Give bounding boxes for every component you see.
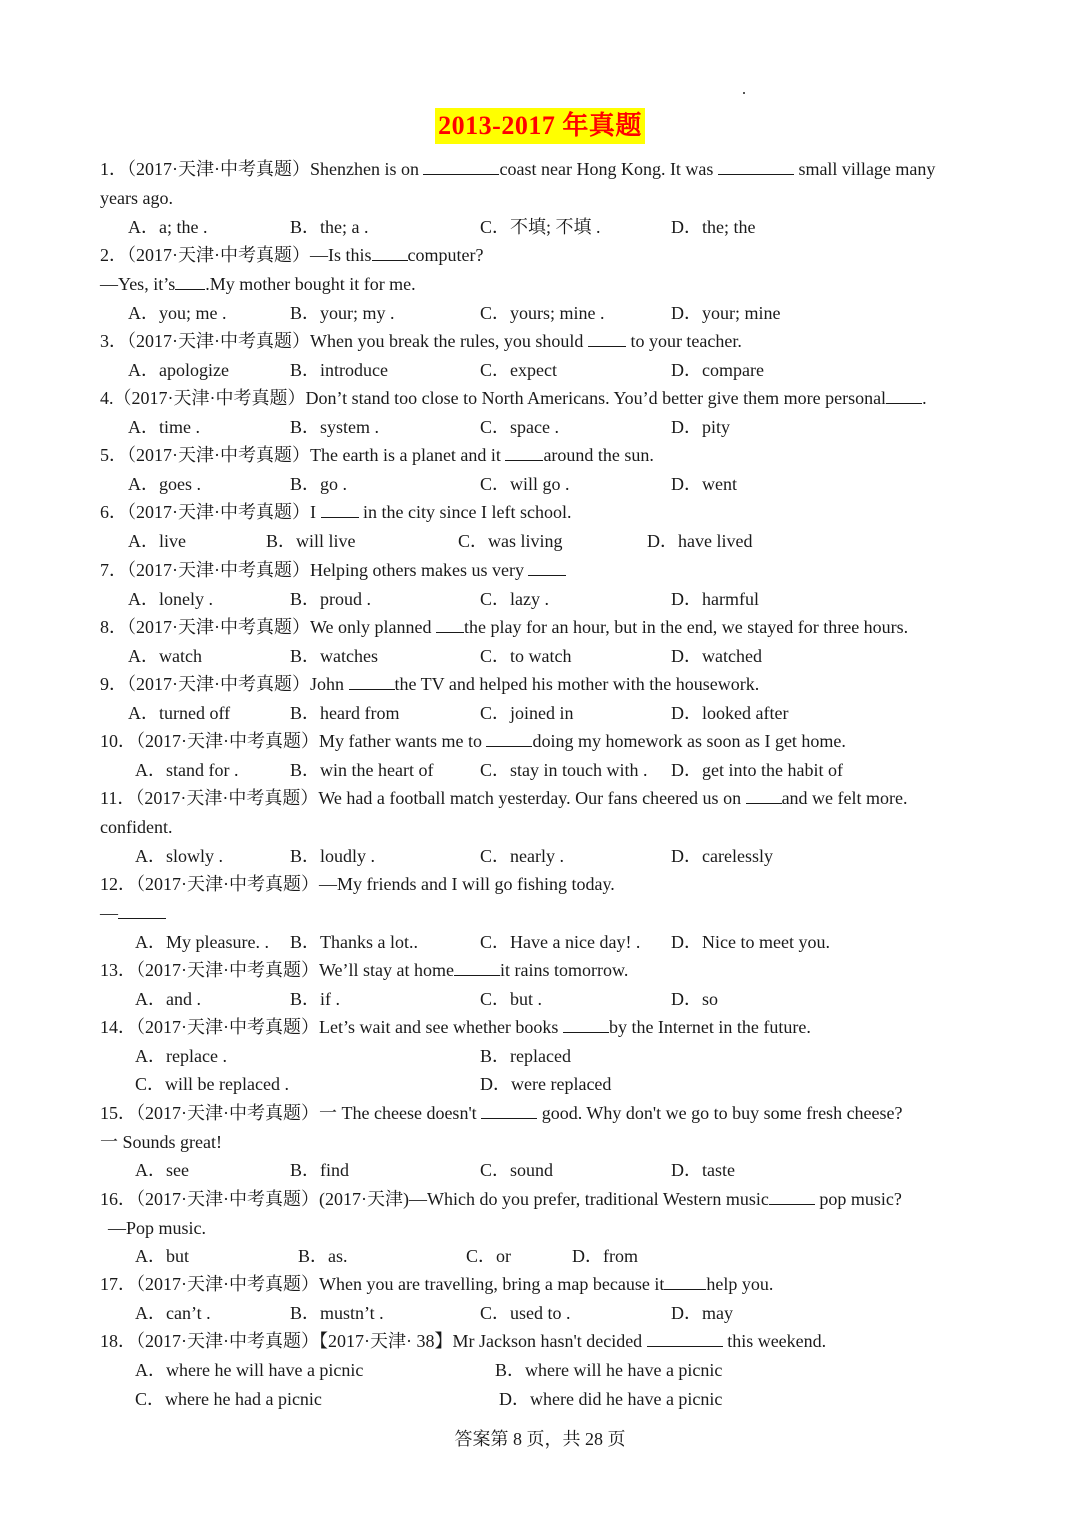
question-text: . <box>922 388 927 408</box>
question-source: （2017·天津·中考真题） <box>136 960 319 980</box>
option-b: B．if . <box>290 989 341 1009</box>
option-c: C．joined in <box>480 703 574 723</box>
question-number: 3． <box>100 331 127 351</box>
question-7 <box>100 559 566 581</box>
question-text: Shenzhen is on <box>310 159 424 179</box>
option-b: B．go . <box>290 474 348 494</box>
question-text: Don’t stand too close to North Americans. You’d better give them more personal <box>305 388 887 408</box>
option-c: C．不填; 不填 . <box>480 217 601 237</box>
question-number: 18． <box>100 1331 136 1351</box>
question-8 <box>100 616 908 638</box>
question-text: small village many <box>793 159 936 179</box>
question-number: 7． <box>100 560 127 580</box>
option-b: B．mustn’t . <box>290 1303 384 1323</box>
answer-blank <box>118 902 166 919</box>
question-source: （2017·天津·中考真题） <box>127 445 310 465</box>
question-text: good. Why don't we go to buy some fresh cheese? <box>537 1103 903 1123</box>
option-d: D．went <box>671 474 737 494</box>
question-1-continued: years ago. <box>100 188 173 208</box>
option-d: D．the; the <box>671 217 756 237</box>
question-text: 一 The cheese doesn't <box>319 1103 482 1123</box>
answer-blank <box>481 1102 537 1119</box>
question-source: （2017·天津·中考真题） <box>136 874 319 894</box>
question-text: —Is this <box>310 245 372 265</box>
option-b: B．win the heart of <box>290 760 434 780</box>
option-c: C．space . <box>480 417 559 437</box>
question-text: Helping others makes us very <box>310 560 529 580</box>
answer-blank <box>505 444 543 461</box>
option-b: B．watches <box>290 646 378 666</box>
question-text: it rains tomorrow. <box>500 960 629 980</box>
question-10 <box>100 730 846 752</box>
option-c: C．but . <box>480 989 543 1009</box>
option-d: D．looked after <box>671 703 789 723</box>
question-3 <box>100 330 742 352</box>
question-number: 13． <box>100 960 136 980</box>
answer-blank <box>423 158 499 175</box>
question-number: 14． <box>100 1017 136 1037</box>
question-text: pop music? <box>814 1189 902 1209</box>
option-c: C．stay in touch with . <box>480 760 648 780</box>
question-number: 8． <box>100 617 127 637</box>
page-footer: 答案第 8 页，共 28 页 <box>454 1429 626 1449</box>
question-text: by the Internet in the future. <box>608 1017 811 1037</box>
question-number: 17． <box>100 1274 136 1294</box>
answer-blank <box>436 616 464 633</box>
option-b: B．introduce <box>290 360 388 380</box>
option-d: D．may <box>671 1303 733 1323</box>
option-c: C．Have a nice day! . <box>480 932 641 952</box>
question-text: I <box>310 502 321 522</box>
answer-blank <box>664 1273 706 1290</box>
option-d: D．pity <box>671 417 731 437</box>
option-d: D．from <box>572 1246 638 1266</box>
question-source: （2017·天津·中考真题） <box>136 1331 319 1351</box>
question-12-answer-line: — <box>100 902 166 924</box>
question-number: 12． <box>100 874 136 894</box>
page-title: 2013-2017 年真题 <box>435 108 645 144</box>
option-a: A．My pleasure. . <box>135 932 269 952</box>
question-text: When you are travelling, bring a map because it <box>319 1274 665 1294</box>
option-d: D．get into the habit of <box>671 760 843 780</box>
question-text: in the city since I left school. <box>358 502 572 522</box>
question-5 <box>100 444 654 466</box>
question-source: （2017·天津·中考真题） <box>136 1103 319 1123</box>
option-a: A．time . <box>128 417 200 437</box>
option-a: A．stand for . <box>135 760 239 780</box>
question-13 <box>100 959 628 981</box>
answer-blank <box>588 330 626 347</box>
option-c: C．was living <box>458 531 563 551</box>
question-number: 15． <box>100 1103 136 1123</box>
option-b: B．replaced <box>480 1046 571 1066</box>
question-text: (2017·天津)—Which do you prefer, traditional Western music <box>319 1189 769 1209</box>
answer-blank <box>746 787 782 804</box>
option-b: B．will live <box>266 531 356 551</box>
option-c: C．expect <box>480 360 557 380</box>
option-a: A．live <box>128 531 186 551</box>
option-b: B．your; my . <box>290 303 395 323</box>
question-15 <box>100 1102 903 1124</box>
option-c: C．nearly . <box>480 846 564 866</box>
question-text: My father wants me to <box>319 731 487 751</box>
option-a: A．lonely . <box>128 589 213 609</box>
option-d: D．were replaced <box>480 1074 612 1094</box>
question-text: —My friends and I will go fishing today. <box>319 874 615 894</box>
question-11-continued: confident. <box>100 817 173 837</box>
question-source: （2017·天津·中考真题） <box>136 1274 319 1294</box>
question-source: （2017·天津·中考真题） <box>136 1017 319 1037</box>
question-11 <box>100 787 908 809</box>
option-a: A．goes . <box>128 474 201 494</box>
option-d: D．your; mine <box>671 303 781 323</box>
question-text: help you. <box>706 1274 774 1294</box>
question-2 <box>100 244 483 266</box>
question-14 <box>100 1016 811 1038</box>
option-a: A．replace . <box>135 1046 227 1066</box>
question-text: the play for an hour, but in the end, we stayed for three hours. <box>464 617 909 637</box>
option-b: B．find <box>290 1160 350 1180</box>
question-number: 9． <box>100 674 127 694</box>
option-a: A．you; me . <box>128 303 227 323</box>
question-source: （2017·天津·中考真题） <box>127 331 310 351</box>
question-text: 【2017·天津· 38】Mr Jackson hasn't decided <box>319 1331 647 1351</box>
option-d: D．have lived <box>647 531 753 551</box>
question-source: （2017·天津·中考真题） <box>127 159 310 179</box>
answer-blank <box>718 158 794 175</box>
option-a: A．where he will have a picnic <box>135 1360 364 1380</box>
answer-blank <box>372 244 408 261</box>
question-text: and we felt more. <box>781 788 908 808</box>
answer-blank <box>647 1330 723 1347</box>
option-a: A．but <box>135 1246 189 1266</box>
option-b: B．proud . <box>290 589 371 609</box>
question-number: 16． <box>100 1189 136 1209</box>
scan-speck <box>743 92 745 94</box>
question-text: computer? <box>407 245 484 265</box>
option-d: D．watched <box>671 646 762 666</box>
question-number: 6． <box>100 502 127 522</box>
question-text: around the sun. <box>543 445 654 465</box>
question-17 <box>100 1273 773 1295</box>
question-text: The earth is a planet and it <box>310 445 506 465</box>
question-2-answer-line: —Yes, it’s .My mother bought it for me. <box>100 274 416 294</box>
title-area <box>0 108 1080 144</box>
question-number: 11． <box>100 788 136 808</box>
option-d: D．harmful <box>671 589 759 609</box>
question-text: to your teacher. <box>625 331 742 351</box>
option-c: C．used to . <box>480 1303 571 1323</box>
question-number: 5． <box>100 445 127 465</box>
question-source: （2017·天津·中考真题） <box>113 388 306 408</box>
option-a: A．a; the . <box>128 217 208 237</box>
option-b: B．heard from <box>290 703 400 723</box>
option-d: D．compare <box>671 360 764 380</box>
question-source: （2017·天津·中考真题） <box>127 617 310 637</box>
option-c: C．sound <box>480 1160 554 1180</box>
answer-blank <box>563 1016 609 1033</box>
option-b: B．as. <box>298 1246 348 1266</box>
option-d: D．taste <box>671 1160 735 1180</box>
answer-blank <box>769 1188 815 1205</box>
question-16-answer-line: —Pop music. <box>108 1218 207 1238</box>
question-15-answer-line: 一 Sounds great! <box>100 1132 222 1152</box>
option-d: D．so <box>671 989 719 1009</box>
question-number: 10． <box>100 731 136 751</box>
answer-blank <box>175 273 205 290</box>
question-9 <box>100 673 759 695</box>
question-text: We’ll stay at home <box>319 960 455 980</box>
question-number: 2． <box>100 245 127 265</box>
option-a: A．slowly . <box>135 846 224 866</box>
question-1 <box>100 158 935 180</box>
option-a: A．turned off <box>128 703 231 723</box>
question-text: We only planned <box>310 617 437 637</box>
option-c: C．yours; mine . <box>480 303 605 323</box>
option-a: A．see <box>135 1160 189 1180</box>
option-d: D．where did he have a picnic <box>499 1389 723 1409</box>
option-b: B．the; a . <box>290 217 369 237</box>
question-4 <box>100 387 927 409</box>
question-12 <box>100 873 615 895</box>
question-source: （2017·天津·中考真题） <box>127 560 310 580</box>
option-b: B．where will he have a picnic <box>495 1360 723 1380</box>
question-number: 4. <box>100 388 114 408</box>
question-source: （2017·天津·中考真题） <box>135 788 319 808</box>
option-c: C．or <box>466 1246 511 1266</box>
option-a: A．can’t . <box>135 1303 211 1323</box>
question-number: 1． <box>100 159 127 179</box>
option-b: B．Thanks a lot.. <box>290 932 418 952</box>
question-16 <box>100 1188 902 1210</box>
question-text: coast near Hong Kong. It was <box>499 159 718 179</box>
option-d: D．Nice to meet you. <box>671 932 830 952</box>
option-d: D．carelessly <box>671 846 773 866</box>
answer-blank <box>349 673 395 690</box>
question-text: John <box>310 674 349 694</box>
option-c: C．will be replaced . <box>135 1074 289 1094</box>
option-c: C．lazy . <box>480 589 549 609</box>
answer-blank <box>886 387 922 404</box>
question-source: （2017·天津·中考真题） <box>136 1189 319 1209</box>
question-text: this weekend. <box>722 1331 827 1351</box>
option-a: A．apologize <box>128 360 229 380</box>
question-6 <box>100 501 571 523</box>
question-text: Let’s wait and see whether books <box>319 1017 563 1037</box>
option-c: C．will go . <box>480 474 570 494</box>
question-text: When you break the rules, you should <box>310 331 588 351</box>
answer-blank <box>528 559 566 576</box>
option-c: C．where he had a picnic <box>135 1389 322 1409</box>
question-source: （2017·天津·中考真题） <box>127 245 310 265</box>
answer-blank <box>486 730 532 747</box>
option-a: A．watch <box>128 646 202 666</box>
answer-blank <box>454 959 500 976</box>
option-b: B．loudly . <box>290 846 376 866</box>
question-source: （2017·天津·中考真题） <box>136 731 319 751</box>
question-text: doing my homework as soon as I get home. <box>532 731 846 751</box>
option-b: B．system . <box>290 417 380 437</box>
option-a: A．and . <box>135 989 201 1009</box>
answer-blank <box>321 501 359 518</box>
question-source: （2017·天津·中考真题） <box>127 674 310 694</box>
question-text: We had a football match yesterday. Our fans cheered us on <box>318 788 746 808</box>
option-c: C．to watch <box>480 646 572 666</box>
question-text: the TV and helped his mother with the housework. <box>394 674 760 694</box>
question-18 <box>100 1330 826 1352</box>
question-source: （2017·天津·中考真题） <box>127 502 310 522</box>
